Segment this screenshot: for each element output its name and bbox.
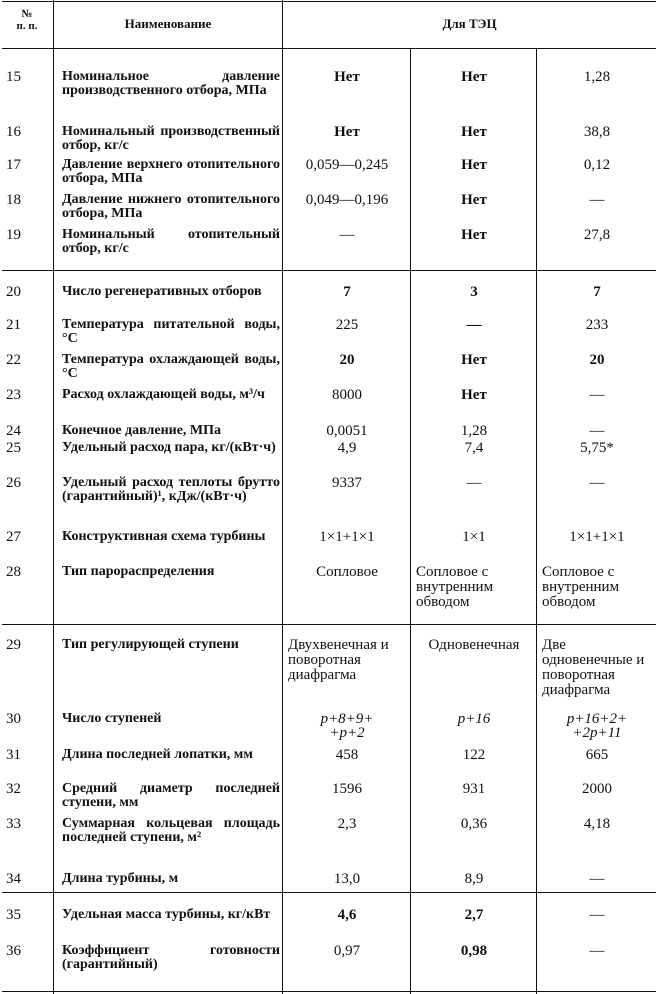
row-value-1: 13,0	[333, 871, 361, 887]
row-value-2: Нет	[461, 352, 487, 368]
row-name: Удельная масса турбины, кг/кВт	[62, 907, 271, 922]
row-value-3: 20	[589, 352, 605, 368]
row-value-2: Одновенечная	[428, 637, 520, 653]
row-name: Номинальное давление производственного отбора, МПа	[62, 69, 280, 98]
row-number: 31	[6, 747, 21, 763]
row-number: 32	[6, 781, 21, 797]
row-name: Температура питательной воды, °С	[62, 317, 280, 346]
header-number: № п. п.	[16, 8, 38, 32]
row-value-3: 233	[585, 317, 609, 333]
table-bottom-rule	[2, 991, 656, 992]
row-value-3: 7	[593, 284, 601, 300]
row-name: Длина последней лопатки, мм	[62, 747, 253, 762]
row-value-2: Нет	[461, 227, 487, 243]
row-value-2: Нет	[461, 192, 487, 208]
row-name: Длина турбины, м	[62, 871, 179, 886]
row-value-3: 4,18	[583, 816, 611, 832]
row-name: Давление верхнего отопительного отбора, МПа	[62, 157, 280, 186]
row-value-3: 38,8	[583, 124, 611, 140]
row-number: 23	[6, 387, 21, 403]
row-number: 24	[6, 423, 21, 439]
row-name: Расход охлаждающей воды, м³/ч	[62, 387, 265, 402]
row-value-1: 0,97	[333, 943, 361, 959]
column-divider	[536, 48, 537, 994]
row-value-1: 8000	[332, 387, 362, 403]
row-name: Число ступеней	[62, 711, 162, 726]
row-value-3: —	[589, 475, 605, 491]
row-value-3: —	[589, 943, 605, 959]
row-value-2: Сопловое с внутренним обводом	[416, 564, 494, 610]
row-number: 35	[6, 907, 21, 923]
column-divider	[282, 0, 283, 994]
row-number: 22	[6, 352, 21, 368]
row-name: Номинальный отопительный отбор, кг/с	[62, 227, 280, 256]
row-value-1: 458	[335, 747, 359, 763]
row-value-3: —	[589, 387, 605, 403]
row-value-3: —	[589, 871, 605, 887]
row-name: Номинальный производственный отбор, кг/с	[62, 124, 280, 153]
row-value-1: 0,049—0,196	[305, 192, 389, 208]
column-divider	[53, 0, 54, 994]
row-value-2: 7,4	[464, 440, 484, 456]
group-divider	[2, 270, 656, 271]
row-value-2: 122	[462, 747, 486, 763]
row-number: 20	[6, 284, 21, 300]
row-value-3: 2000	[582, 781, 612, 797]
row-name: Удельный расход пара, кг/(кВт·ч)	[62, 440, 276, 455]
row-value-2: Нет	[461, 69, 487, 85]
row-name: Температура охлаждающей воды, °С	[62, 352, 280, 381]
row-value-1: 225	[335, 317, 359, 333]
row-value-1: Нет	[334, 69, 360, 85]
row-value-1: 4,9	[337, 440, 357, 456]
row-value-3: p+16+2+ +2p+11	[566, 711, 628, 741]
row-number: 17	[6, 157, 21, 173]
row-value-3: 1,28	[583, 69, 611, 85]
row-value-2: 2,7	[464, 907, 484, 923]
row-number: 21	[6, 317, 21, 333]
row-value-1: 1596	[332, 781, 362, 797]
row-number: 33	[6, 816, 21, 832]
row-number: 26	[6, 475, 21, 491]
row-value-2: 3	[470, 284, 478, 300]
row-value-1: p+8+9+ +p+2	[320, 711, 374, 741]
row-value-2: Нет	[461, 124, 487, 140]
row-value-3: —	[589, 192, 605, 208]
row-name: Суммарная кольцевая площадь последней ступени, м²	[62, 816, 280, 845]
row-value-1: Двухвенечная и поворотная диафрагма	[288, 637, 389, 683]
row-value-2: 8,9	[464, 871, 484, 887]
row-value-1: Нет	[334, 124, 360, 140]
row-name: Коэффициент готовности (гарантийный)	[62, 943, 280, 972]
row-value-1: 1×1+1×1	[319, 529, 375, 545]
row-value-1: 9337	[332, 475, 362, 491]
row-value-2: 0,36	[460, 816, 488, 832]
row-value-1: Сопловое	[316, 564, 378, 580]
row-number: 30	[6, 711, 21, 727]
row-value-3: Сопловое с внутренним обводом	[542, 564, 620, 610]
row-value-3: Две одновенечные и поворотная диафрагма	[542, 637, 645, 698]
header-name: Наименование	[124, 16, 212, 31]
row-name: Конструктивная схема турбины	[62, 529, 266, 544]
row-number: 16	[6, 124, 21, 140]
row-number: 36	[6, 943, 21, 959]
row-number: 25	[6, 440, 21, 456]
header-bottom-rule	[2, 48, 656, 49]
row-value-2: —	[466, 317, 482, 333]
row-value-2: Нет	[461, 387, 487, 403]
row-value-3: 665	[585, 747, 609, 763]
row-name: Удельный расход теплоты брутто (гарантийный)¹, кДж/(кВт·ч)	[62, 475, 280, 504]
row-value-2: Нет	[461, 157, 487, 173]
row-number: 18	[6, 192, 21, 208]
row-number: 19	[6, 227, 21, 243]
row-value-2: 931	[462, 781, 486, 797]
row-number: 29	[6, 637, 21, 653]
row-value-3: —	[589, 907, 605, 923]
row-name: Число регенеративных отборов	[62, 284, 262, 299]
header-group: Для ТЭЦ	[442, 16, 497, 31]
row-value-2: —	[466, 475, 482, 491]
row-value-2: p+16	[457, 711, 491, 727]
group-divider	[2, 892, 656, 893]
row-value-2: 1×1	[462, 529, 486, 545]
row-value-3: 27,8	[583, 227, 611, 243]
row-number: 27	[6, 529, 21, 545]
row-name: Средний диаметр последней ступени, мм	[62, 781, 280, 810]
row-value-1: 0,059—0,245	[305, 157, 389, 173]
row-value-2: 0,98	[460, 943, 488, 959]
row-value-1: 7	[343, 284, 351, 300]
row-name: Тип парораспределения	[62, 564, 215, 579]
row-value-1: 20	[339, 352, 355, 368]
row-name: Тип регулирующей ступени	[62, 637, 239, 652]
group-divider	[2, 624, 656, 625]
column-divider	[410, 48, 411, 994]
table-top-rule	[2, 1, 656, 2]
row-number: 28	[6, 564, 21, 580]
row-name: Давление нижнего отопительного отбора, МПа	[62, 192, 280, 221]
row-value-3: 5,75*	[580, 440, 614, 456]
row-value-3: —	[589, 423, 605, 439]
row-value-1: —	[339, 227, 355, 243]
row-name: Конечное давление, МПа	[62, 423, 222, 438]
row-value-2: 1,28	[460, 423, 488, 439]
row-value-3: 1×1+1×1	[569, 529, 625, 545]
row-value-1: 0,0051	[326, 423, 368, 439]
row-value-1: 2,3	[337, 816, 357, 832]
row-number: 15	[6, 69, 21, 85]
row-value-3: 0,12	[583, 157, 611, 173]
row-number: 34	[6, 871, 21, 887]
row-value-1: 4,6	[337, 907, 357, 923]
